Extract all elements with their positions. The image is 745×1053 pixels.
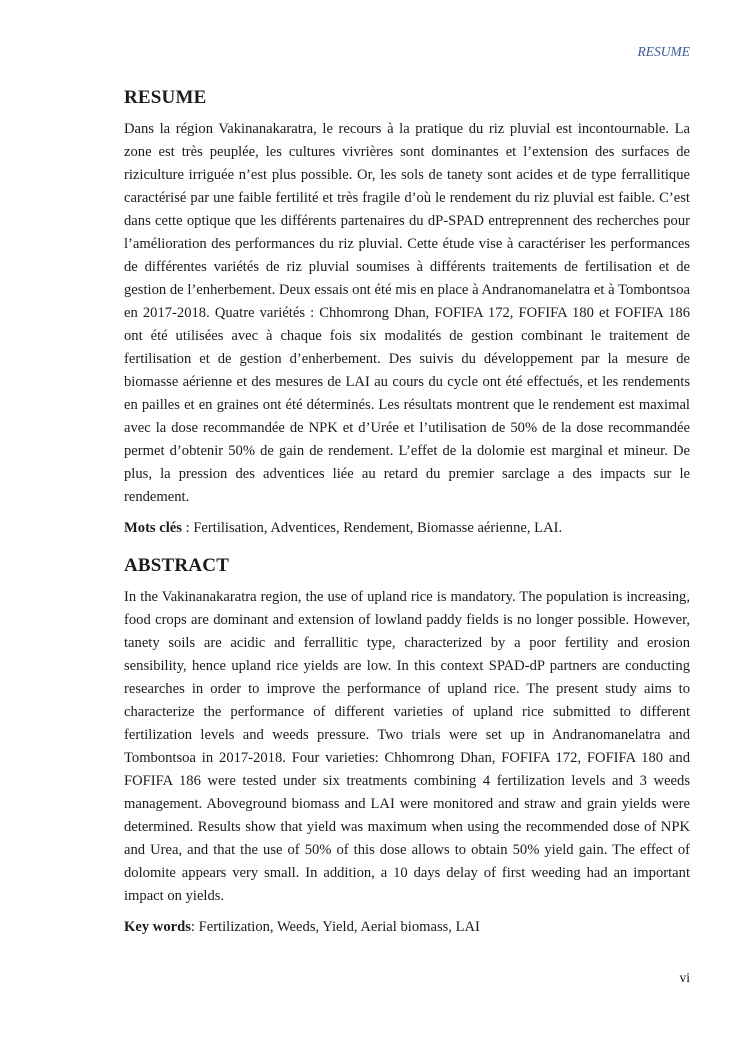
page-content xyxy=(124,86,690,939)
abstract-keywords-line xyxy=(124,916,690,939)
abstract-keywords-label: Key words xyxy=(124,919,191,935)
resume-body-paragraph: Dans la région Vakinanakaratra, le recours à la pratique du riz pluvial est incontournable. La zone est très peuplée, les cultures vivrières sont dominantes et l’extension des surfaces de riziculture irriguée n’est plus possible. Or, les sols de tanety sont acides et de type ferrallitique caractérisé par une faible fertilité et très fragile d’où le rendement du riz pluvial est faible. C’est dans cette optique que les différents partenaires du dP-SPAD entreprennent des recherches pour l’amélioration des performances du riz pluvial. Cette étude vise à caractériser les performances de différentes variétés de riz pluvial soumises à différents traitements de fertilisation et de gestion de l’enherbement. Deux essais ont été mis en place à Andranomanelatra et à Tombontsoa en 2017-2018. Quatre variétés : Chhomrong Dhan, FOFIFA 172, FOFIFA 180 et FOFIFA 186 ont été utilisées avec à chaque fois six modalités de gestion combinant le traitement de fertilisation et de gestion d’enherbement. Des suivis du développement par la mesure de biomasse aérienne et des mesures de LAI au cours du cycle ont été effectués, et les rendements en pailles et en graines ont été déterminés. Les résultats montrent que le rendement est maximal avec la dose recommandée de NPK et d’Urée et l’utilisation de 50% de la dose recommandée permet d’obtenir 50% de gain de rendement. L’effet de la dolomie est marginal et mineur. De plus, la pression des adventices liée au retard du premier sarclage a des impacts sur le rendement. xyxy=(124,121,690,505)
abstract-keywords-text: Fertilization, Weeds, Yield, Aerial biomass, LAI xyxy=(198,919,480,935)
resume-heading: RESUME xyxy=(124,87,207,108)
resume-keywords-text: Fertilisation, Adventices, Rendement, Biomasse aérienne, LAI. xyxy=(193,520,563,536)
page-number: vi xyxy=(679,970,690,985)
abstract-keywords-separator: : xyxy=(190,919,199,935)
resume-keywords-separator: : xyxy=(181,520,194,536)
running-header: RESUME xyxy=(637,44,690,59)
resume-keywords-label: Mots clés xyxy=(124,520,182,536)
resume-keywords-line xyxy=(124,517,690,540)
abstract-body-paragraph: In the Vakinanakaratra region, the use of upland rice is mandatory. The population is increasing, food crops are dominant and extension of lowland paddy fields is no longer possible. However, tanety soils are acidic and ferrallitic type, characterized by a poor fertility and erosion sensibility, hence upland rice yields are low. In this context SPAD-dP partners are conducting researches in order to improve the performance of upland rice. The present study aims to characterize the performance of different varieties of upland rice submitted to different fertilization levels and weeds pressure. Two trials were set up in Andranomanelatra and Tombontsoa in 2017-2018. Four varieties: Chhomrong Dhan, FOFIFA 172, FOFIFA 180 and FOFIFA 186 were tested under six treatments combining 4 fertilization levels and 3 weeds management. Aboveground biomass and LAI were monitored and straw and grain yields were determined. Results show that yield was maximum when using the recommended dose of NPK and Urea, and that the use of 50% of this dose allows to obtain 50% yield gain. The effect of dolomite appears very small. In addition, a 10 days delay of first weeding had an important impact on yields. xyxy=(124,589,690,904)
abstract-heading: ABSTRACT xyxy=(124,555,230,576)
